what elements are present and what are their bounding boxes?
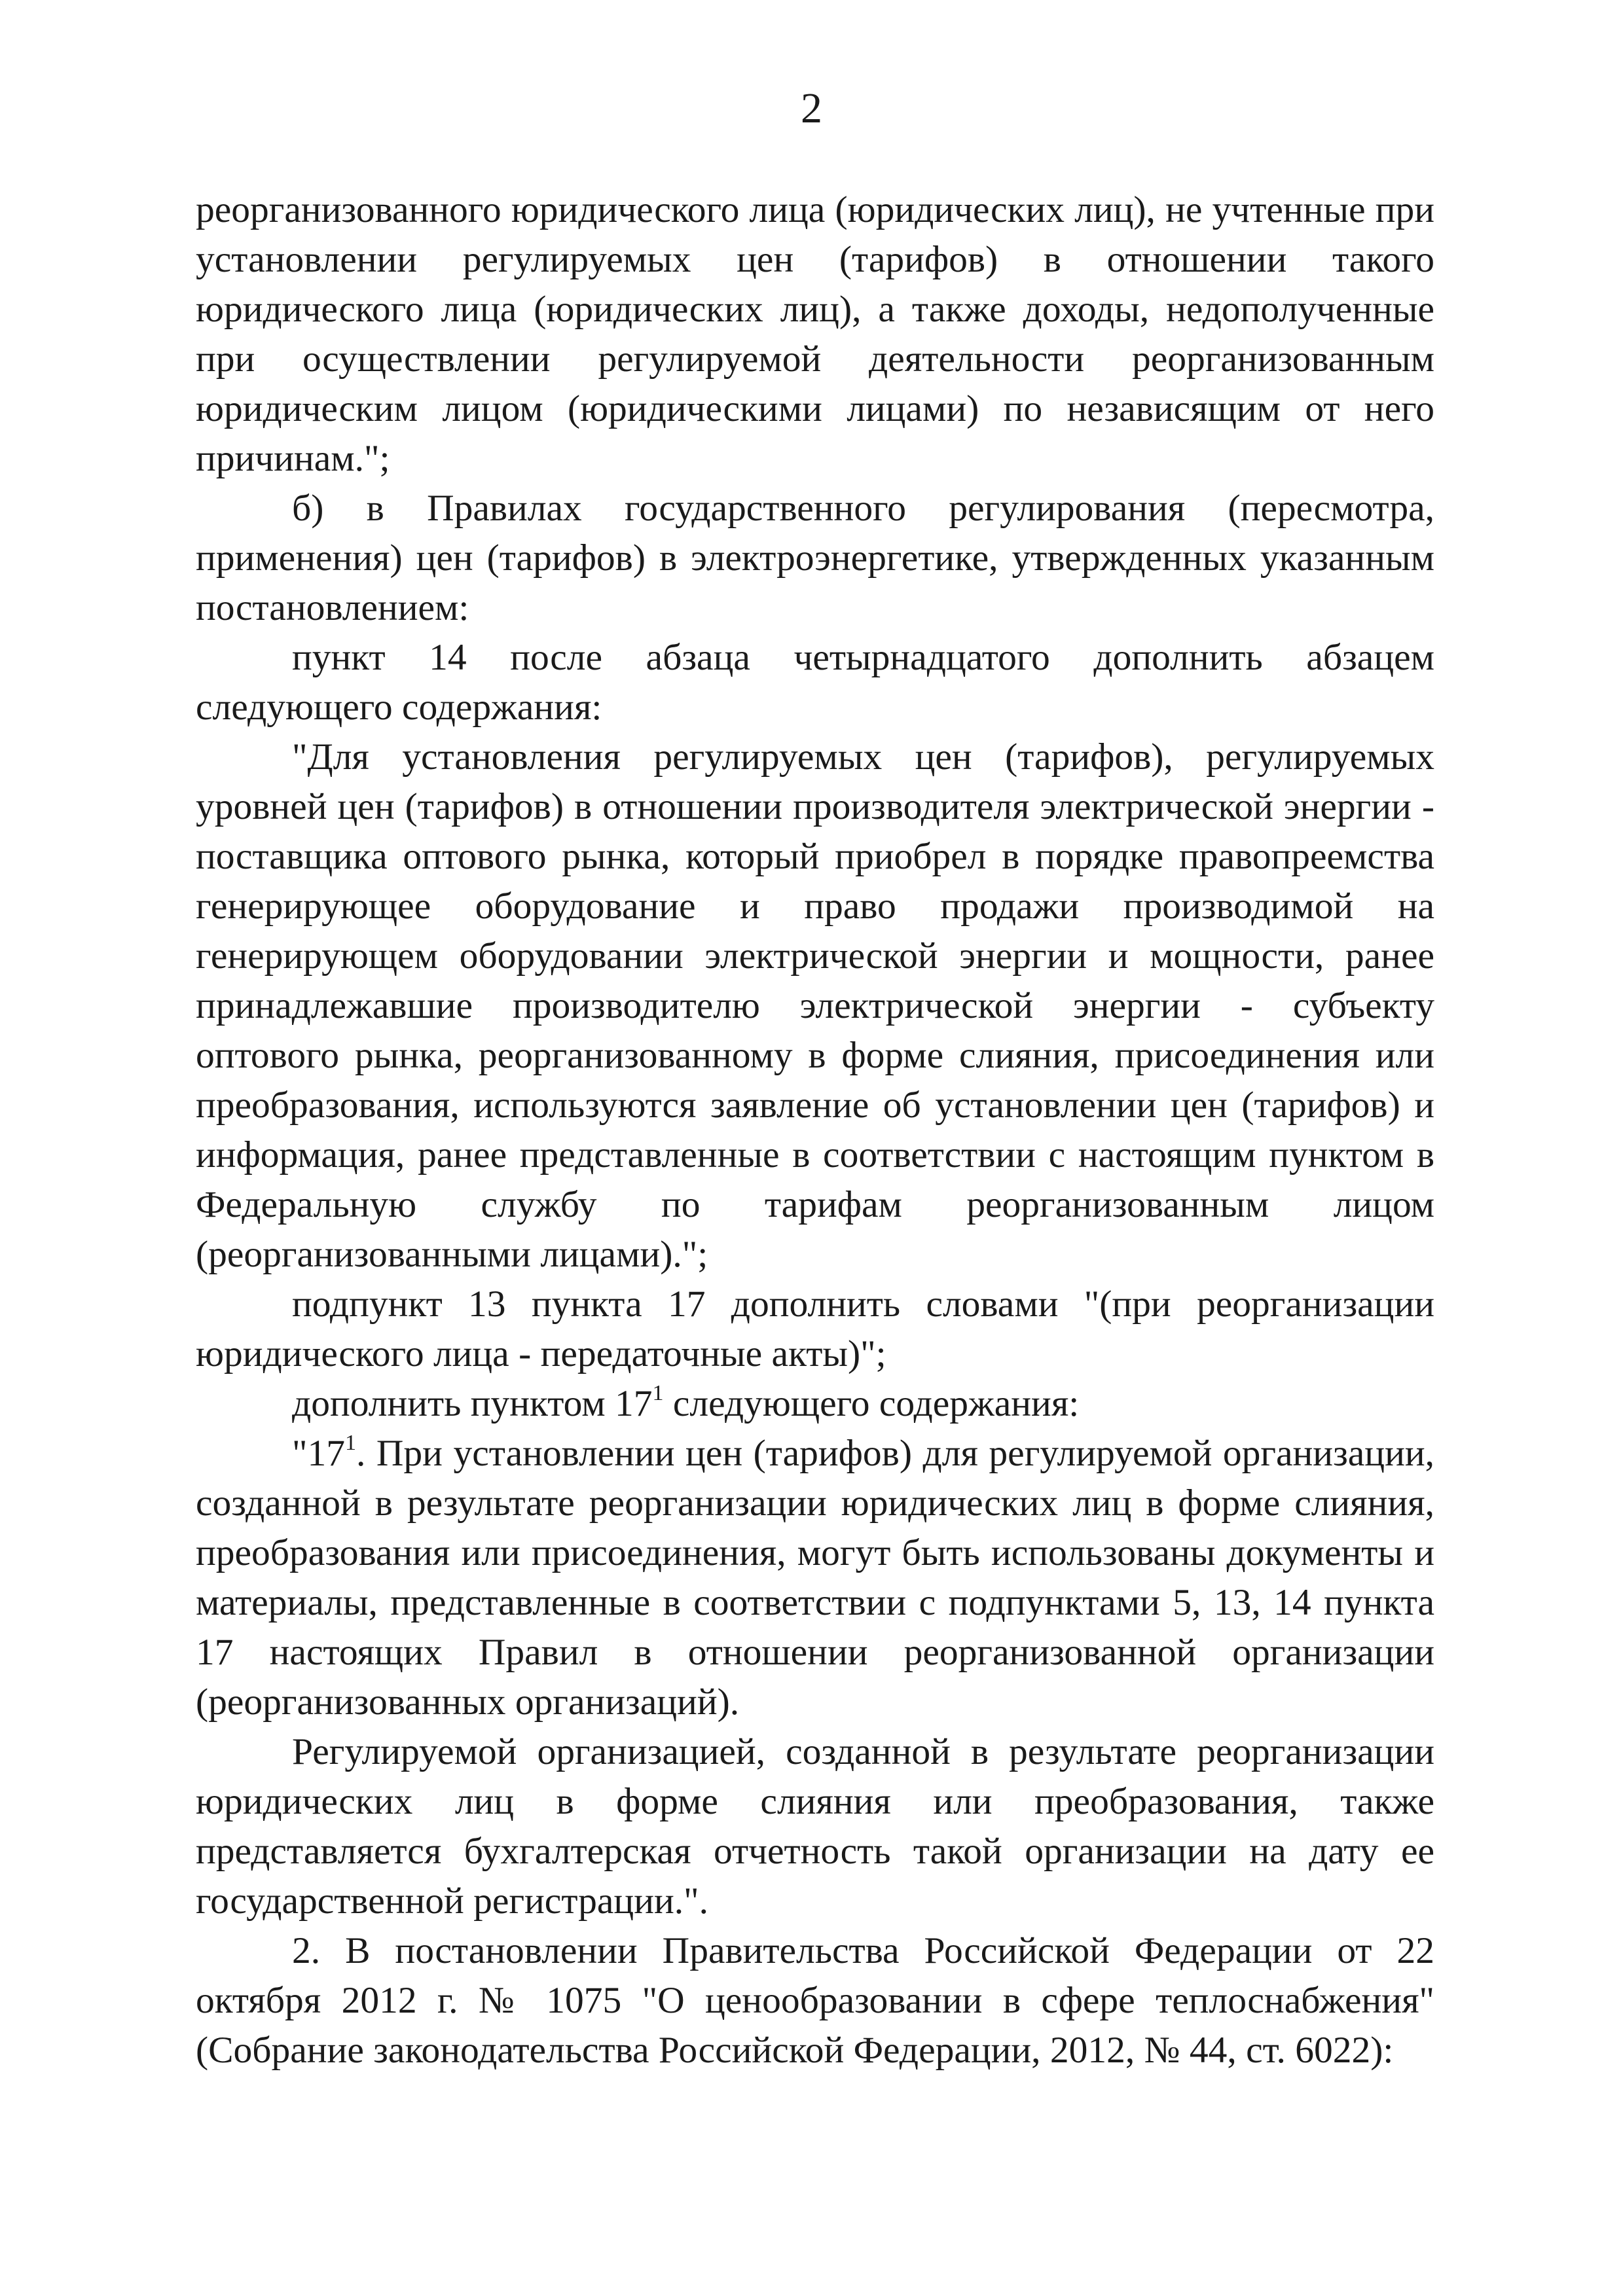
paragraph-5: подпункт 13 пункта 17 дополнить словами "(при реорганизации юридического лица - передаточные акты)"; [196, 1283, 1434, 1374]
paragraph-3: пункт 14 после абзаца четырнадцатого дополнить абзацем следующего содержания: [196, 637, 1434, 728]
paragraph-7-text-after: . При установлении цен (тарифов) для регулируемой организации, созданной в результате реорганизации юридических лиц в форме слияния, преобразования или присоединения, могут быть использованы документы и материалы, представленные в соответствии с подпунктами 5, 13, 14 пункта 17 настоящих Правил в отношении реорганизованной организации (реорганизованных организаций). [196, 1433, 1434, 1723]
paragraph-7-text-before: "17 [292, 1433, 345, 1474]
paragraph-4: "Для установления регулируемых цен (тарифов), регулируемых уровней цен (тарифов) в отношении производителя электрической энергии - поставщика оптового рынка, который приобрел в порядке правопреемства генерирующее оборудование и право продажи производимой на генерирующем оборудовании электрической энергии и мощности, ранее принадлежавшие производителю электрической энергии - субъекту оптового рынка, реорганизованному в форме слияния, присоединения или преобразования, используются заявление об установлении цен (тарифов) и информация, ранее представленные в соответствии с настоящим пунктом в Федеральную службу по тарифам реорганизованным лицом (реорганизованными лицами)."; [196, 736, 1434, 1275]
paragraph-7 [196, 1429, 1434, 1727]
paragraph-8: Регулируемой организацией, созданной в результате реорганизации юридических лиц в форме слияния или преобразования, также представляется бухгалтерская отчетность такой организации на дату ее государственной регистрации.". [196, 1731, 1434, 1922]
paragraph-2: б) в Правилах государственного регулирования (пересмотра, применения) цен (тарифов) в электроэнергетике, утвержденных указанным постановлением: [196, 488, 1434, 628]
paragraph-6-text-before: дополнить пунктом 17 [292, 1383, 653, 1424]
superscript-1: 1 [652, 1381, 664, 1405]
paragraph-6-text-after: следующего содержания: [663, 1383, 1080, 1424]
paragraph-6 [196, 1379, 1434, 1429]
document-body [196, 185, 1434, 2075]
page-number: 2 [801, 84, 822, 132]
superscript-1: 1 [344, 1431, 356, 1455]
paragraph-1: реорганизованного юридического лица (юридических лиц), не учтенные при установлении регулируемых цен (тарифов) в отношении такого юридического лица (юридических лиц), а также доходы, недополученные при осуществлении регулируемой деятельности реорганизованным юридическим лицом (юридическими лицами) по независящим от него причинам."; [196, 189, 1434, 479]
paragraph-9: 2. В постановлении Правительства Российской Федерации от 22 октября 2012 г. № 1075 "О ценообразовании в сфере теплоснабжения" (Собрание законодательства Российской Федерации, 2012, № 44, ст. 6022): [196, 1930, 1434, 2071]
